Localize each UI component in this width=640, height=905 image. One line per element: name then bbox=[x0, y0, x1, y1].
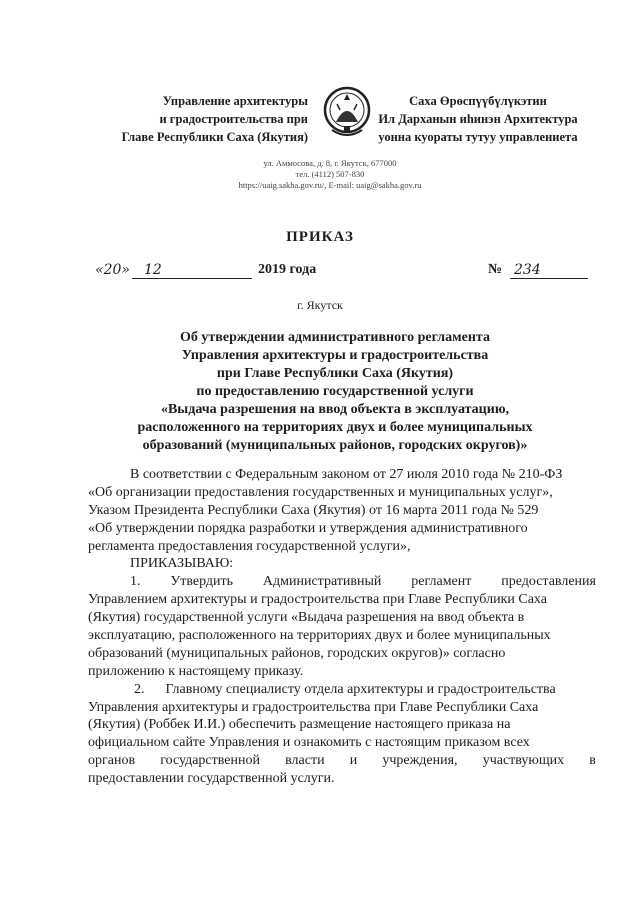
body-line: эксплуатацию, расположенного на территориях двух и более муниципальных bbox=[88, 628, 551, 644]
body-line: Управления архитектуры и градостроительства при Главе Республики Саха bbox=[88, 699, 539, 715]
item2-word: в bbox=[589, 753, 596, 769]
sakha-republic-emblem-icon bbox=[322, 80, 372, 142]
item2-word: государственной bbox=[160, 753, 260, 769]
body-line: Указом Президента Республики Саха (Якутия) от 16 марта 2011 года № 529 bbox=[88, 502, 539, 518]
item1-first-line bbox=[88, 573, 596, 591]
header-right-block bbox=[378, 92, 578, 146]
order-subject bbox=[100, 329, 570, 455]
contact-phone: тел. (4112) 507-830 bbox=[295, 169, 365, 179]
header-right-line: Ил Дарханын иһинэн Архитектура bbox=[378, 112, 578, 126]
item2-first-line: 2. Главному специалисту отдела архитектуры и градостроительства bbox=[134, 681, 556, 697]
subject-line: по предоставлению государственной услуги bbox=[196, 384, 474, 399]
subject-line: Управления архитектуры и градостроительства bbox=[181, 348, 489, 363]
item2-word: органов bbox=[88, 753, 136, 769]
order-title: ПРИКАЗ bbox=[286, 229, 354, 245]
order-month: 12 bbox=[132, 262, 252, 279]
body-line: предоставлении государственной услуги. bbox=[88, 771, 335, 787]
item2-word: учреждения, bbox=[382, 753, 458, 769]
item2-word: власти bbox=[285, 753, 325, 769]
order-day: «20» bbox=[95, 262, 130, 278]
header-left-line: Управление архитектуры bbox=[162, 94, 308, 108]
header-right-line: уонна куораты тутуу управлениета bbox=[378, 130, 578, 144]
body-line: Управлением архитектуры и градостроительства при Главе Республики Саха bbox=[88, 592, 547, 608]
subject-line: при Главе Республики Саха (Якутия) bbox=[216, 366, 454, 381]
item2-word: и bbox=[349, 753, 358, 769]
item1-word: Утвердить bbox=[170, 574, 234, 590]
contact-address: ул. Аммосова, д. 8, г. Якутск, 677000 bbox=[263, 158, 397, 168]
order-word: ПРИКАЗЫВАЮ: bbox=[130, 556, 234, 572]
contact-block bbox=[200, 158, 460, 191]
body-line: (Якутия) государственной услуги «Выдача разрешения на ввод объекта в bbox=[88, 610, 525, 626]
order-year: 2019 года bbox=[258, 262, 317, 277]
body-line: официальном сайте Управления и ознакомить с настоящим приказом всех bbox=[88, 735, 530, 751]
body-line: (Якутия) (Роббек И.И.) обеспечить размещение настоящего приказа на bbox=[88, 717, 511, 733]
subject-line: расположенного на территориях двух и более муниципальных bbox=[137, 420, 533, 435]
order-number: 234 bbox=[510, 262, 588, 279]
body-line: В соответствии с Федеральным законом от 27 июля 2010 года № 210-ФЗ bbox=[130, 467, 563, 482]
item2-spread-line bbox=[88, 752, 596, 770]
order-body bbox=[88, 466, 596, 788]
body-line: «Об организации предоставления государственных и муниципальных услуг», bbox=[88, 484, 553, 500]
subject-line: образований (муниципальных районов, городских округов)» bbox=[142, 438, 528, 453]
item2-word: участвующих bbox=[482, 753, 565, 769]
body-line: образований (муниципальных районов, городских округов)» согласно bbox=[88, 645, 506, 661]
header-left-line: Главе Республики Саха (Якутия) bbox=[121, 130, 308, 144]
order-city: г. Якутск bbox=[297, 298, 343, 312]
item1-word: предоставления bbox=[501, 574, 596, 590]
item1-word: Административный bbox=[262, 574, 382, 590]
body-line: приложению к настоящему приказу. bbox=[88, 663, 304, 679]
header-left-line: и градостроительства при bbox=[159, 112, 308, 126]
contact-web: https://uaig.sakha.gov.ru/, E-mail: uaig@sakha.gov.ru bbox=[238, 180, 422, 190]
header-left-block bbox=[98, 92, 308, 146]
body-line: регламента предоставления государственной услуги», bbox=[88, 538, 411, 554]
item1-word: регламент bbox=[411, 574, 472, 590]
item1-word: 1. bbox=[130, 574, 141, 590]
subject-line: «Выдача разрешения на ввод объекта в эксплуатацию, bbox=[160, 402, 510, 417]
header-right-line: Саха Өрөспүүбүлүкэтин bbox=[409, 94, 547, 108]
order-number-sign: № bbox=[488, 262, 503, 277]
subject-line: Об утверждении административного регламента bbox=[180, 330, 490, 345]
body-line: «Об утверждении порядка разработки и утверждения административного bbox=[88, 520, 528, 536]
